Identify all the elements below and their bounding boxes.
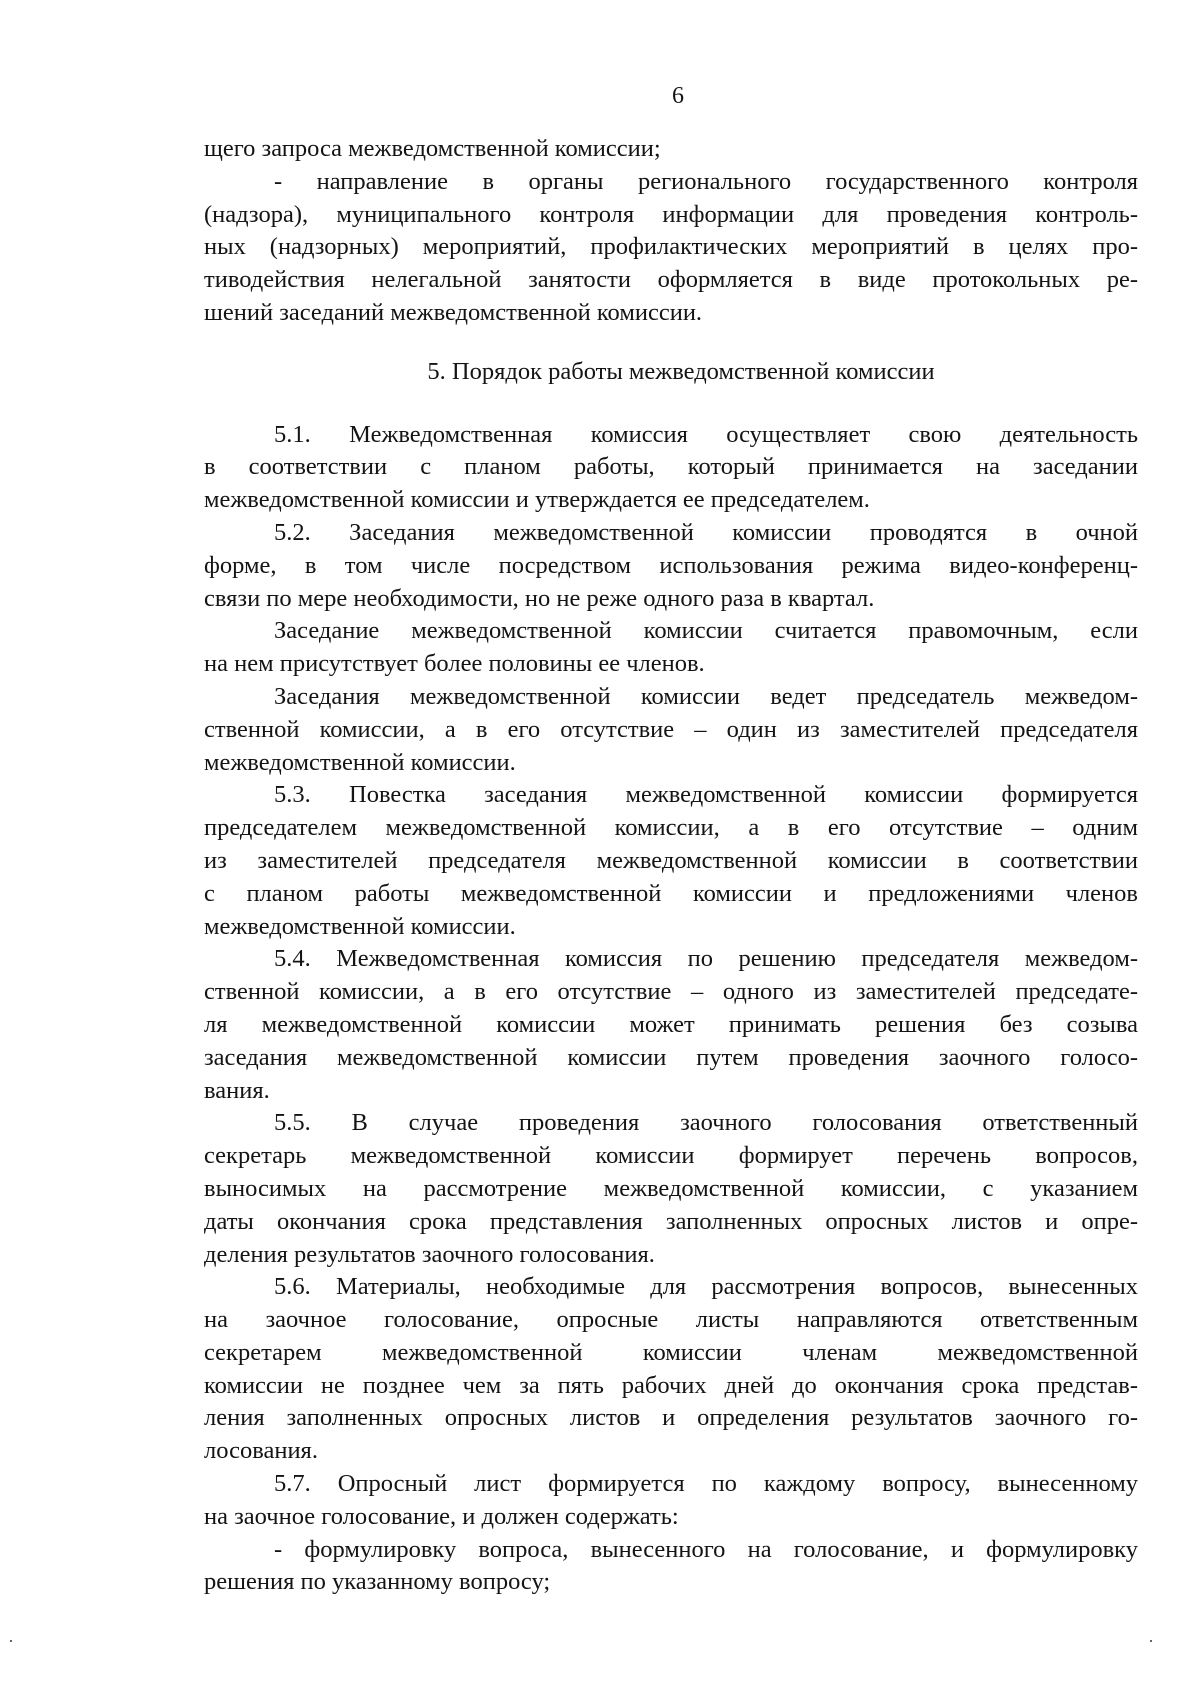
paragraph-line: лосования.	[204, 1437, 318, 1465]
page-number: 6	[672, 83, 684, 109]
paragraph-line: межведомственной комиссии.	[204, 912, 516, 940]
section-heading: 5. Порядок работы межведомственной комиссии	[427, 357, 935, 385]
paragraph-line: секретарем межведомственной комиссии членам межведомственной	[204, 1338, 1138, 1366]
paragraph-line: 5.4. Межведомственная комиссия по решению председателя межведом-	[274, 945, 1138, 973]
paragraph-line: Заседания межведомственной комиссии ведет председатель межведом-	[274, 682, 1138, 710]
document-body	[204, 133, 1138, 1599]
paragraph-line: решения по указанному вопросу;	[204, 1568, 551, 1596]
paragraph-line: заседания межведомственной комиссии путем проведения заочного голосо-	[204, 1043, 1138, 1071]
paragraph-line: 5.1. Межведомственная комиссия осуществляет свою деятельность	[274, 420, 1138, 448]
paragraph-line: 5.3. Повестка заседания межведомственной комиссии формируется	[274, 781, 1138, 809]
text-line: шений заседаний межведомственной комиссии.	[204, 298, 703, 326]
paragraph-line: Заседание межведомственной комиссии считается правомочным, если	[274, 617, 1138, 645]
paragraph-line: из заместителей председателя межведомственной комиссии в соответствии	[204, 846, 1138, 874]
paragraph-line: 5.7. Опросный лист формируется по каждому вопросу, вынесенному	[274, 1470, 1138, 1498]
text-line: тиводействия нелегальной занятости оформляется в виде протокольных ре-	[204, 266, 1138, 294]
text-line: щего запроса межведомственной комиссии;	[204, 135, 661, 162]
paragraph-line: межведомственной комиссии.	[204, 748, 516, 776]
paragraph-line: на заочное голосование, опросные листы направляются ответственным	[204, 1306, 1138, 1334]
scan-speck	[1150, 1640, 1152, 1642]
paragraph-line: ления заполненных опросных листов и определения результатов заочного го-	[204, 1404, 1138, 1432]
paragraph-line: комиссии не позднее чем за пять рабочих дней до окончания срока представ-	[204, 1371, 1138, 1399]
paragraph-line: ственной комиссии, а в его отсутствие – один из заместителей председателя	[204, 715, 1138, 743]
paragraph-line: ля межведомственной комиссии может принимать решения без созыва	[204, 1010, 1138, 1038]
paragraph-line: деления результатов заочного голосования.	[204, 1240, 655, 1268]
scan-speck	[10, 1640, 12, 1642]
paragraph-line: 5.2. Заседания межведомственной комиссии проводятся в очной	[274, 518, 1138, 546]
paragraph-line: форме, в том числе посредством использования режима видео-конференц-	[204, 551, 1138, 579]
text-line: (надзора), муниципального контроля информации для проведения контроль-	[204, 200, 1138, 228]
paragraph-line: - формулировку вопроса, вынесенного на голосование, и формулировку	[274, 1535, 1138, 1563]
paragraph-line: даты окончания срока представления заполненных опросных листов и опре-	[204, 1207, 1138, 1235]
paragraph-line: с планом работы межведомственной комиссии и предложениями членов	[204, 879, 1138, 907]
text-line: - направление в органы регионального государственного контроля	[274, 167, 1138, 195]
paragraph-line: выносимых на рассмотрение межведомственной комиссии, с указанием	[204, 1174, 1138, 1202]
paragraph-line: 5.6. Материалы, необходимые для рассмотрения вопросов, вынесенных	[274, 1273, 1138, 1301]
text-line: ных (надзорных) мероприятий, профилактических мероприятий в целях про-	[204, 233, 1138, 261]
paragraph-line: 5.5. В случае проведения заочного голосования ответственный	[274, 1109, 1138, 1137]
paragraph-line: межведомственной комиссии и утверждается ее председателем.	[204, 486, 870, 514]
paragraph-line: в соответствии с планом работы, который принимается на заседании	[204, 453, 1138, 481]
paragraph-line: ственной комиссии, а в его отсутствие – одного из заместителей председате-	[204, 978, 1138, 1006]
paragraph-line: на нем присутствует более половины ее членов.	[204, 650, 705, 678]
paragraph-line: председателем межведомственной комиссии, а в его отсутствие – одним	[204, 814, 1138, 842]
paragraph-line: вания.	[204, 1076, 270, 1104]
paragraph-line: на заочное голосование, и должен содержать:	[204, 1502, 679, 1530]
paragraph-line: секретарь межведомственной комиссии формирует перечень вопросов,	[204, 1142, 1138, 1170]
paragraph-line: связи по мере необходимости, но не реже одного раза в квартал.	[204, 584, 875, 612]
